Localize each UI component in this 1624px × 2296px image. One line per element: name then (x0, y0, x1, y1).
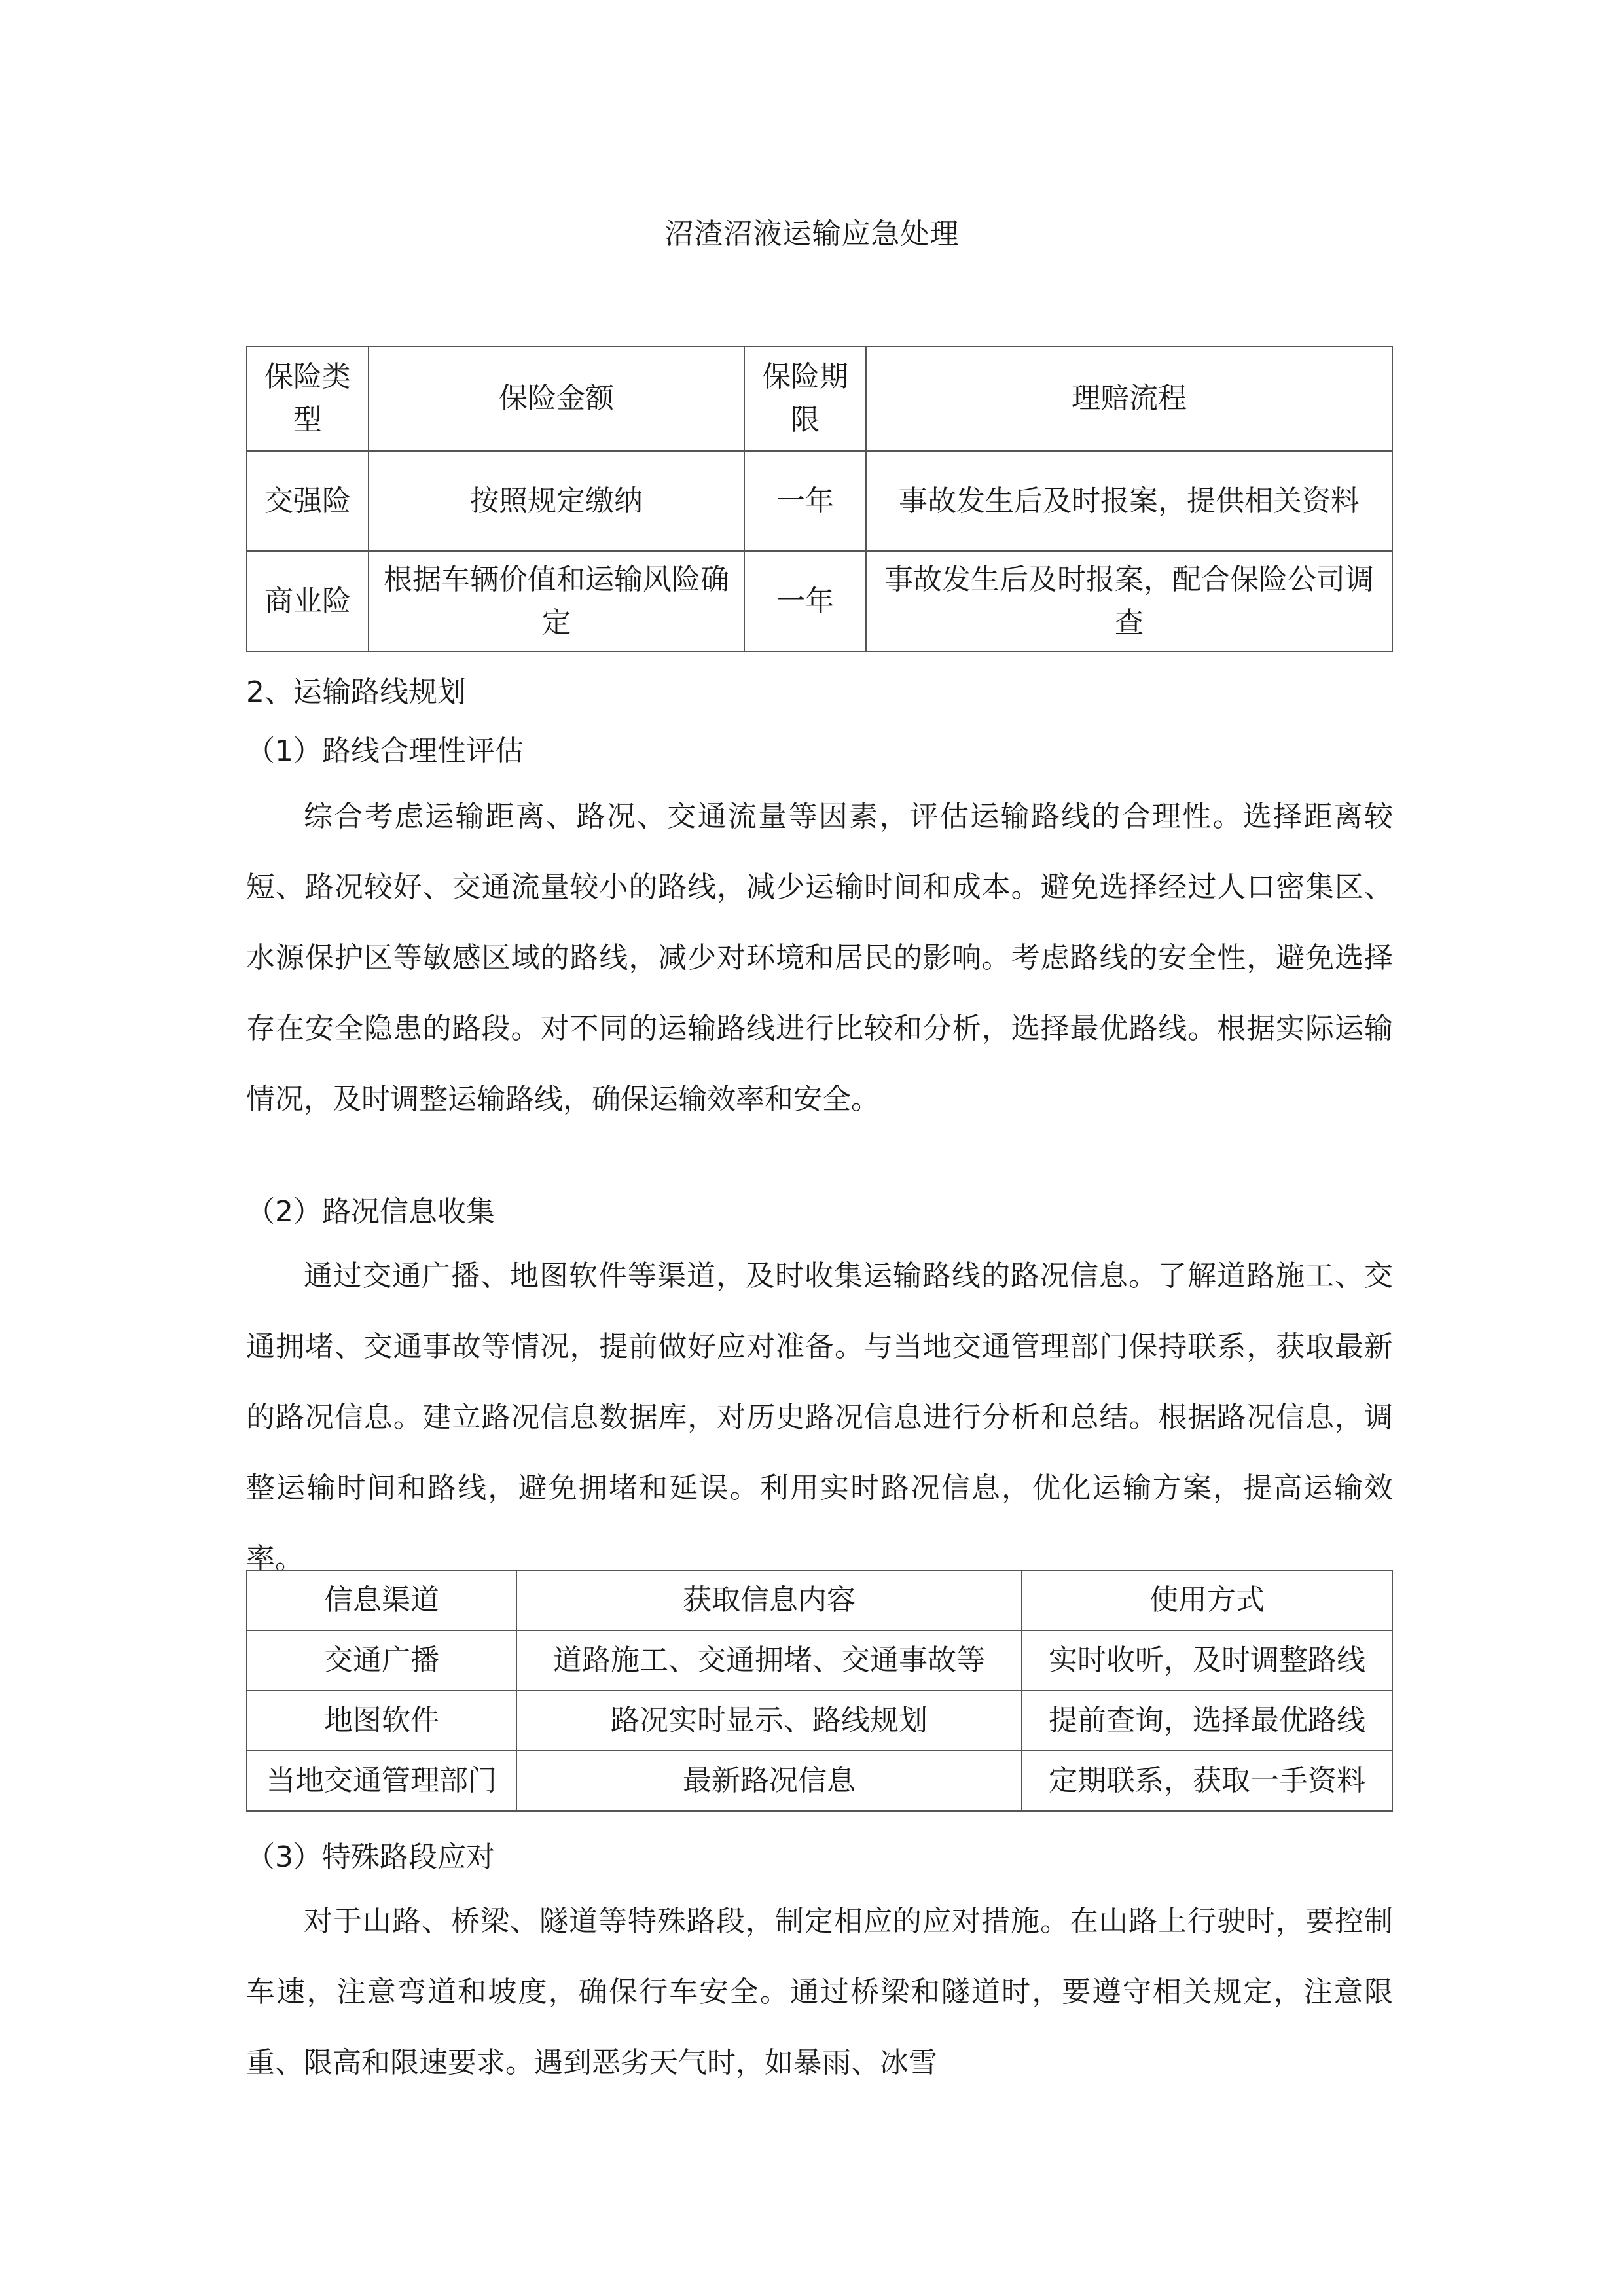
header-cell: 保险金额 (369, 346, 744, 451)
section-heading-special-roads: （3）特殊路段应对 (246, 1840, 495, 1874)
table-header-row (247, 1570, 1392, 1630)
table-cell: 当地交通管理部门 (247, 1751, 516, 1811)
header-cell: 使用方式 (1022, 1570, 1392, 1630)
table-cell: 路况实时显示、路线规划 (516, 1691, 1022, 1751)
paragraph-special-roads: 对于山路、桥梁、隧道等特殊路段，制定相应的应对措施。在山路上行驶时，要控制车速，注意弯道和坡度，确保行车安全。通过桥梁和隧道时，要遵守相关规定，注意限重、限高和限速要求。遇到恶劣天气时，如暴雨、冰雪 (246, 1905, 1393, 2079)
table-cell: 一年 (744, 551, 866, 651)
section-heading-route-planning: 2、运输路线规划 (246, 675, 466, 709)
table-cell: 最新路况信息 (516, 1751, 1022, 1811)
table-cell: 事故发生后及时报案，提供相关资料 (866, 451, 1392, 551)
table-cell: 地图软件 (247, 1691, 516, 1751)
header-cell: 获取信息内容 (516, 1570, 1022, 1630)
table-cell: 交强险 (247, 451, 369, 551)
table-cell: 事故发生后及时报案，配合保险公司调查 (866, 551, 1392, 651)
road-info-table (246, 1570, 1393, 1812)
header-cell: 信息渠道 (247, 1570, 516, 1630)
paragraph-rationality: 综合考虑运输距离、路况、交通流量等因素，评估运输路线的合理性。选择距离较短、路况较好、交通流量较小的路线，减少运输时间和成本。避免选择经过人口密集区、水源保护区等敏感区域的路线，减少对环境和居民的影响。考虑路线的安全性，避免选择存在安全隐患的路段。对不同的运输路线进行比较和分析，选择最优路线。根据实际运输情况，及时调整运输路线，确保运输效率和安全。 (246, 800, 1393, 1116)
table-row (247, 451, 1392, 551)
section-heading-road-info: （2）路况信息收集 (246, 1195, 495, 1229)
table-cell: 一年 (744, 451, 866, 551)
table-row (247, 1751, 1392, 1811)
page-title: 沼渣沼液运输应急处理 (664, 217, 960, 251)
section-heading-rationality: （1）路线合理性评估 (246, 734, 524, 768)
table-cell: 按照规定缴纳 (369, 451, 744, 551)
insurance-table (246, 346, 1393, 652)
table-cell: 道路施工、交通拥堵、交通事故等 (516, 1630, 1022, 1691)
table-cell: 根据车辆价值和运输风险确定 (369, 551, 744, 651)
table-row (247, 551, 1392, 651)
header-cell: 保险期限 (744, 346, 866, 451)
table-cell: 定期联系，获取一手资料 (1022, 1751, 1392, 1811)
table-cell: 提前查询，选择最优路线 (1022, 1691, 1392, 1751)
header-cell: 理赔流程 (866, 346, 1392, 451)
table-cell: 商业险 (247, 551, 369, 651)
table-cell: 交通广播 (247, 1630, 516, 1691)
table-cell: 实时收听，及时调整路线 (1022, 1630, 1392, 1691)
table-header-row (247, 346, 1392, 451)
table-row (247, 1691, 1392, 1751)
table-row (247, 1630, 1392, 1691)
paragraph-road-info: 通过交通广播、地图软件等渠道，及时收集运输路线的路况信息。了解道路施工、交通拥堵、交通事故等情况，提前做好应对准备。与当地交通管理部门保持联系，获取最新的路况信息。建立路况信息数据库，对历史路况信息进行分析和总结。根据路况信息，调整运输时间和路线，避免拥堵和延误。利用实时路况信息，优化运输方案，提高运输效率。 (246, 1259, 1393, 1575)
header-cell: 保险类型 (247, 346, 369, 451)
